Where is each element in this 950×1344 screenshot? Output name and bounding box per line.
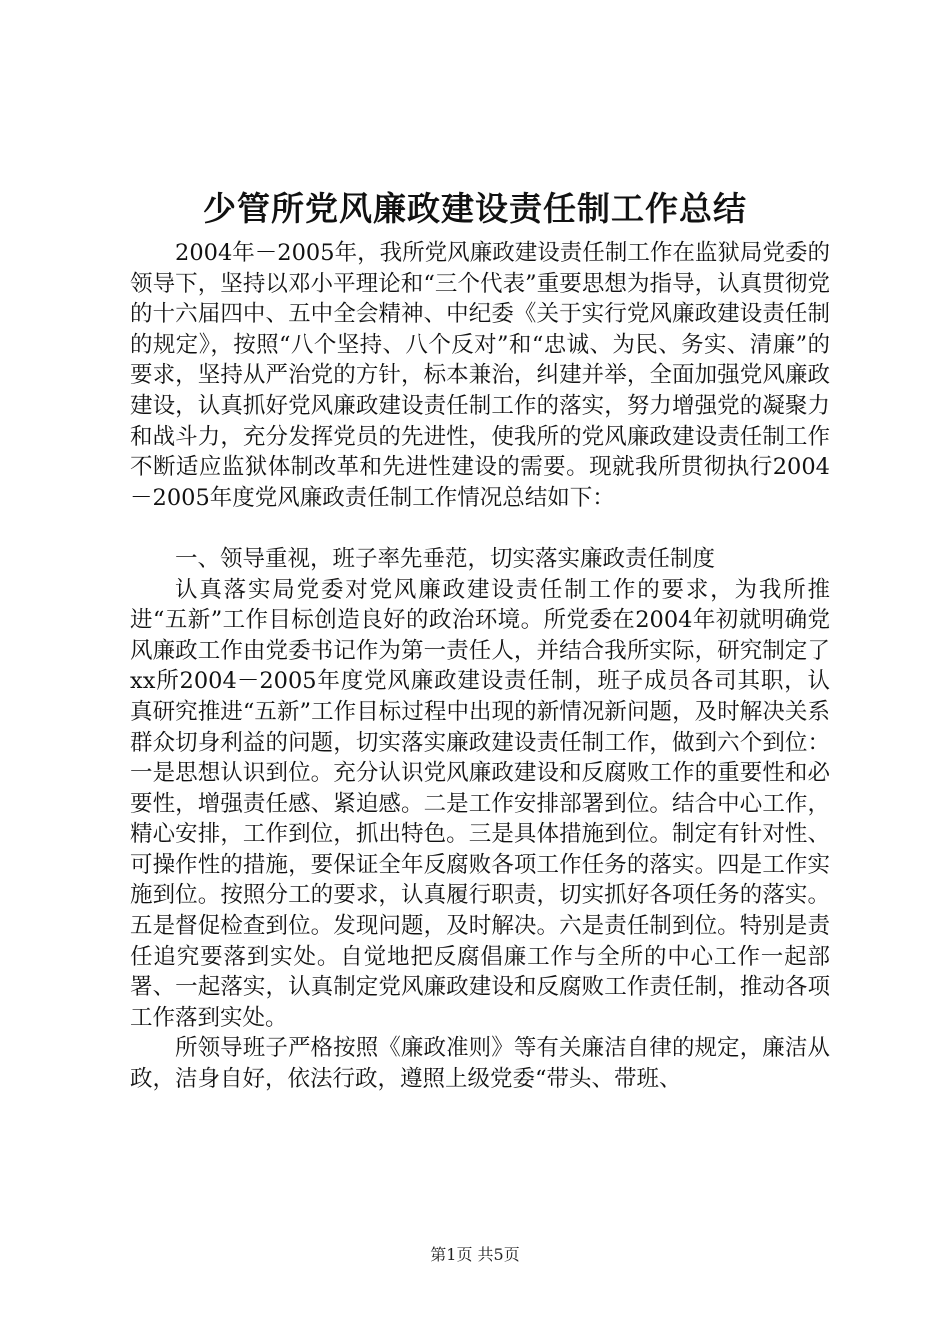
section-heading: 一、领导重视，班子率先垂范，切实落实廉政责任制度 <box>175 545 716 572</box>
page-title: 少管所党风廉政建设责任制工作总结 <box>203 189 747 228</box>
section-paragraph-1: 认真落实局党委对党风廉政建设责任制工作的要求，为我所推进“五新”工作目标创造良好的政治环境。所党委在2004年初就明确党风廉政工作由党委书记作为第一责任人，并结合我所实际，研究制定了xx所2004－2005年度党风廉政建设责任制，班子成员各司其职，认真研究推进“五新”工作目标过程中出现的新情况新问题，及时解决关系群众切身利益的问题，切实落实廉政建设责任制工作，做到六个到位：一是思想认识到位。充分认识党风廉政建设和反腐败工作的重要性和必要性，增强责任感、紧迫感。二是工作安排部署到位。结合中心工作，精心安排，工作到位，抓出特色。三是具体措施到位。制定有针对性、可操作性的措施，要保证全年反腐败各项工作任务的落实。四是工作实施到位。按照分工的要求，认真履行职责，切实抓好各项任务的落实。五是督促检查到位。发现问题，及时解决。六是责任制到位。特别是责任追究要落到实处。自觉地把反腐倡廉工作与全所的中心工作一起部署、一起落实，认真制定党风廉政建设和反腐败工作责任制，推动各项工作落到实处。 <box>130 576 830 1031</box>
page-footer: 第1页 共5页 <box>430 1245 520 1264</box>
section-paragraph-2: 所领导班子严格按照《廉政准则》等有关廉洁自律的规定，廉洁从政，洁身自好，依法行政，遵照上级党委“带头、带班、 <box>130 1035 830 1093</box>
document-body <box>130 238 830 1095</box>
paragraph-spacer <box>130 513 830 544</box>
intro-paragraph: 2004年－2005年，我所党风廉政建设责任制工作在监狱局党委的领导下，坚持以邓小平理论和“三个代表”重要思想为指导，认真贯彻党的十六届四中、五中全会精神、中纪委《关于实行党风廉政建设责任制的规定》，按照“八个坚持、八个反对”和“忠诚、为民、务实、清廉”的要求，坚持从严治党的方针，标本兼治，纠建并举，全面加强党风廉政建设，认真抓好党风廉政建设责任制工作的落实，努力增强党的凝聚力和战斗力，充分发挥党员的先进性，使我所的党风廉政建设责任制工作不断适应监狱体制改革和先进性建设的需要。现就我所贯彻执行2004－2005年度党风廉政责任制工作情况总结如下： <box>130 240 830 511</box>
